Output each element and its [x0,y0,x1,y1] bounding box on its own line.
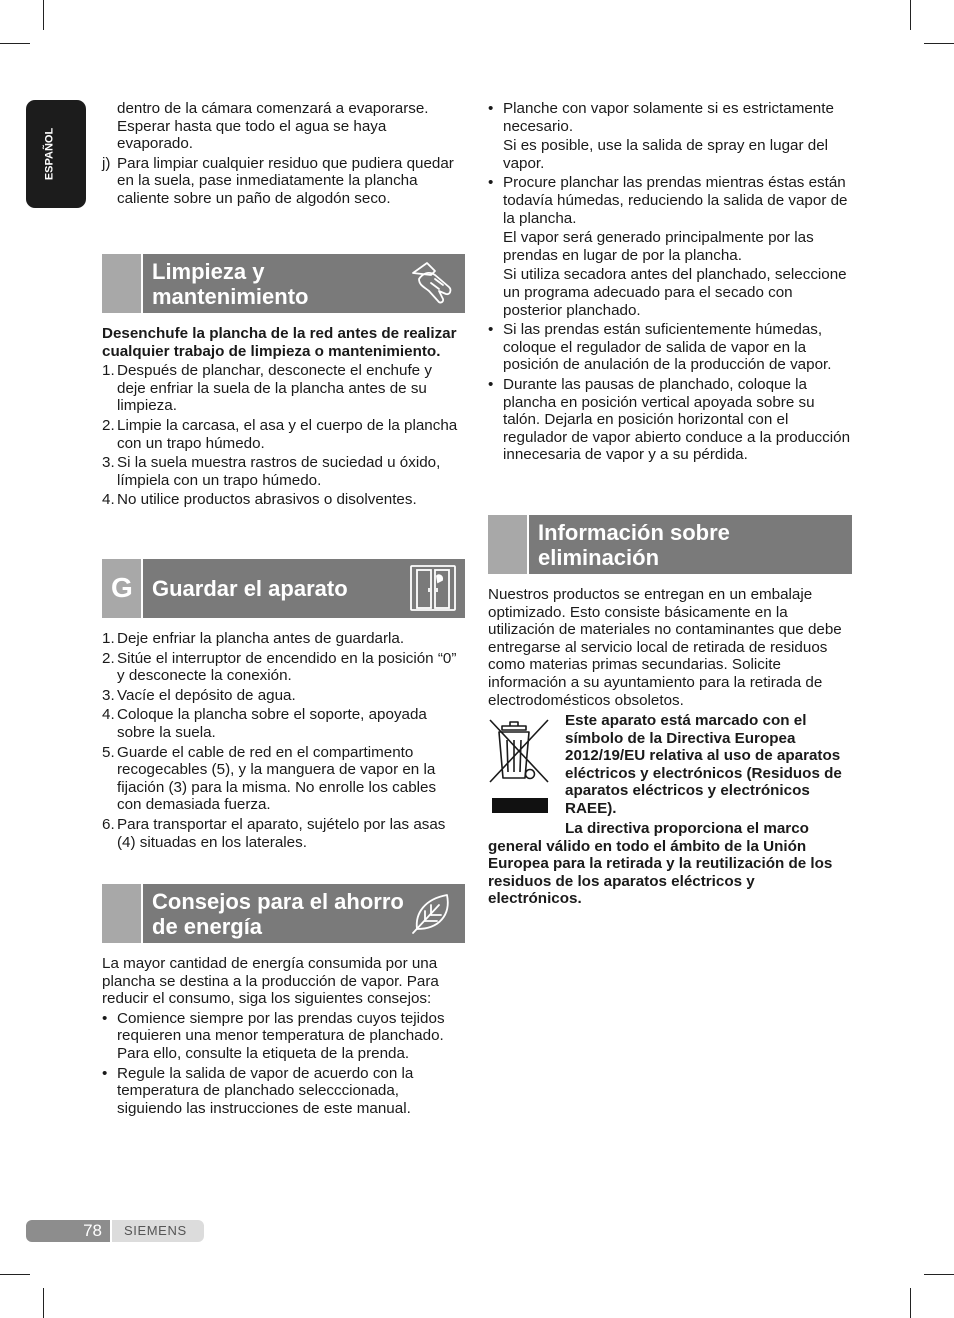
section-header-lead [102,254,143,313]
list-item-text: Durante las pausas de planchado, coloque la plancha en posición vertical apoyada sobre su talón. Dejarla en posición horizontal con el regulador de vapor abierto conduce a la producción innecesaria de vapor y a su pérdida. [503,375,851,464]
list-item [102,417,464,452]
list-item-text: Después de planchar, desconecte el enchufe y deje enfriar la suela de la plancha antes de su limpieza. [117,362,432,415]
section-header-cleaning [102,254,465,313]
crop-mark [910,0,911,30]
list-item [488,100,852,135]
cleaning-hand-icon [409,259,457,307]
list-item-text: Coloque la plancha sobre el soporte, apoyada sobre la suela. [117,706,427,741]
leaf-icon [409,889,457,937]
list-item [102,816,464,851]
list-item [102,650,464,685]
storage-section-body [102,630,464,851]
weee-directive-text: La directiva proporciona el marco general válido en todo el ámbito de la Unión Europea para la retirada y la reutilización de los residuos de los aparatos eléctricos y electrónicos. [488,820,833,908]
list-item [102,155,464,208]
bullet: • [488,375,494,393]
list-item [102,706,464,741]
list-item-number: 2. [102,416,115,434]
list-item [102,744,464,814]
list-item [488,321,852,374]
crop-mark [43,1288,44,1318]
crop-mark [910,1288,911,1318]
left-intro [102,100,464,208]
energy-intro: La mayor cantidad de energía consumida por una plancha se destina a la producción de vapor. Para reducir el consumo, siga los siguientes consejos: [102,955,439,1008]
list-item [488,174,852,227]
section-header-energy [102,884,465,943]
cleaning-section-body [102,325,464,509]
list-item-number: 2. [102,649,115,667]
right-tips [488,100,852,464]
list-item-extra: Si es posible, use la salida de spray en lugar del vapor. [503,137,829,172]
list-item-text: Limpie la carcasa, el asa y el cuerpo de la plancha con un trapo húmedo. [117,416,458,452]
list-item-number: 4. [102,706,115,724]
language-tab-label: ESPAÑOL [43,127,56,181]
section-title: Información sobre eliminación [538,520,730,570]
list-item-number: 3. [102,454,115,472]
energy-section-body [102,955,464,1117]
page-number-badge [26,1220,110,1242]
list-item-number: j) [102,154,111,172]
list-item [102,1065,464,1118]
section-letter: G [111,572,133,603]
list-item-text: No utilice productos abrasivos o disolventes. [117,491,417,509]
section-title: Consejos para el ahorro de energía [152,889,404,939]
section-header-storage [102,559,465,618]
bullet: • [102,1064,108,1082]
storage-cabinet-icon [409,564,457,612]
weee-notice [565,712,851,818]
list-item-text: Planche con vapor solamente si es estrictamente necesario. [503,100,834,135]
list-item-number: 3. [102,686,115,704]
weee-crossed-bin-icon [488,716,550,816]
list-item-text: Para limpiar cualquier residuo que pudiera quedar en la suela, pase inmediatamente la plancha caliente sobre un paño de algodón seco. [117,154,454,207]
list-item-text: Deje enfriar la plancha antes de guardarla. [117,630,405,647]
list-item-text: Comience siempre por las prendas cuyos tejidos requieren una menor temperatura de planchado. Para ello, consulte la etiqueta de la prenda. [117,1009,445,1062]
section-header-lead [102,559,143,618]
crop-mark [924,43,954,44]
list-item [488,376,852,464]
intro-continuation: dentro de la cámara comenzará a evaporarse. Esperar hasta que todo el agua se haya evaporado. [117,100,429,153]
list-item-text: Sitúe el interruptor de encendido en la posición “0” y desconecte la conexión. [117,649,457,685]
list-item [102,362,464,415]
list-item-number: 4. [102,491,115,509]
list-item-text: Guarde el cable de red en el compartimento recogecables (5), y la manguera de vapor en la fijación (3) para la misma. No enrolle los cables con demasiada fuerza. [117,743,437,814]
disposal-intro: Nuestros productos se entregan en un embalaje optimizado. Esto consiste básicamente en la utilización de materiales no contaminantes que debe entregarse al servicio local de retirada de residuos como materias primas secundarias. Solicite información a su ayuntamiento para la retirada de electrodomésticos obsoletos. [488,586,842,709]
crop-mark [43,0,44,30]
list-item-text: Regule la salida de vapor de acuerdo con la temperatura de planchado selecccionada, siguiendo las instrucciones de este manual. [117,1064,414,1117]
list-item-text: Procure planchar las prendas mientras éstas están todavía húmedas, reduciendo la salida de vapor de la plancha. [503,174,848,227]
list-item-text: Si las prendas están suficientemente húmedas, coloque el regulador de salida de vapor en la posición de anulación de la producción de vapor. [503,321,832,374]
list-item-extra: Si utiliza secadora antes del planchado, seleccione un programa adecuado para el secado con posterior planchado. [503,266,847,319]
section-title: Limpieza y mantenimiento [152,259,309,309]
brand-name: SIEMENS [124,1223,187,1238]
crop-mark [0,1274,30,1275]
section-title: Guardar el aparato [152,576,348,601]
list-item [102,630,464,648]
list-item [102,1010,464,1063]
section-header-lead [102,884,143,943]
list-item-number: 5. [102,743,115,761]
list-item-text: Para transportar el aparato, sujételo por las asas (4) situadas en los laterales. [117,815,446,851]
weee-directive [488,820,852,908]
list-item-extra: El vapor será generado principalmente por las prendas en lugar de por la plancha. [503,229,814,264]
crop-mark [924,1274,954,1275]
list-item-number: 6. [102,815,115,833]
list-item-text: Vacíe el depósito de agua. [117,686,296,704]
section-header-lead [488,515,529,574]
disposal-intro-block [488,586,852,709]
list-item [102,491,464,509]
section-header-disposal [488,515,852,574]
list-item-text: Si la suela muestra rastros de suciedad u óxido, límpiela con un trapo húmedo. [117,454,441,489]
list-item-number: 1. [102,630,115,647]
weee-notice-text: Este aparato está marcado con el símbolo de la Directiva Europea 2012/19/EU relativa al uso de aparatos eléctricos y electrónicos (Residuos de aparatos eléctricos y electrónicos RAEE). [565,712,842,817]
list-item [102,687,464,705]
cleaning-warning: Desenchufe la plancha de la red antes de realizar cualquier trabajo de limpieza o mantenimiento. [102,325,457,360]
list-item-number: 1. [102,362,115,380]
bullet: • [488,174,494,192]
bullet: • [488,100,494,117]
bullet: • [488,321,494,339]
bullet: • [102,1009,108,1027]
brand-badge [112,1220,204,1242]
crop-mark [0,43,30,44]
page-number: 78 [83,1221,102,1240]
list-item [102,454,464,489]
